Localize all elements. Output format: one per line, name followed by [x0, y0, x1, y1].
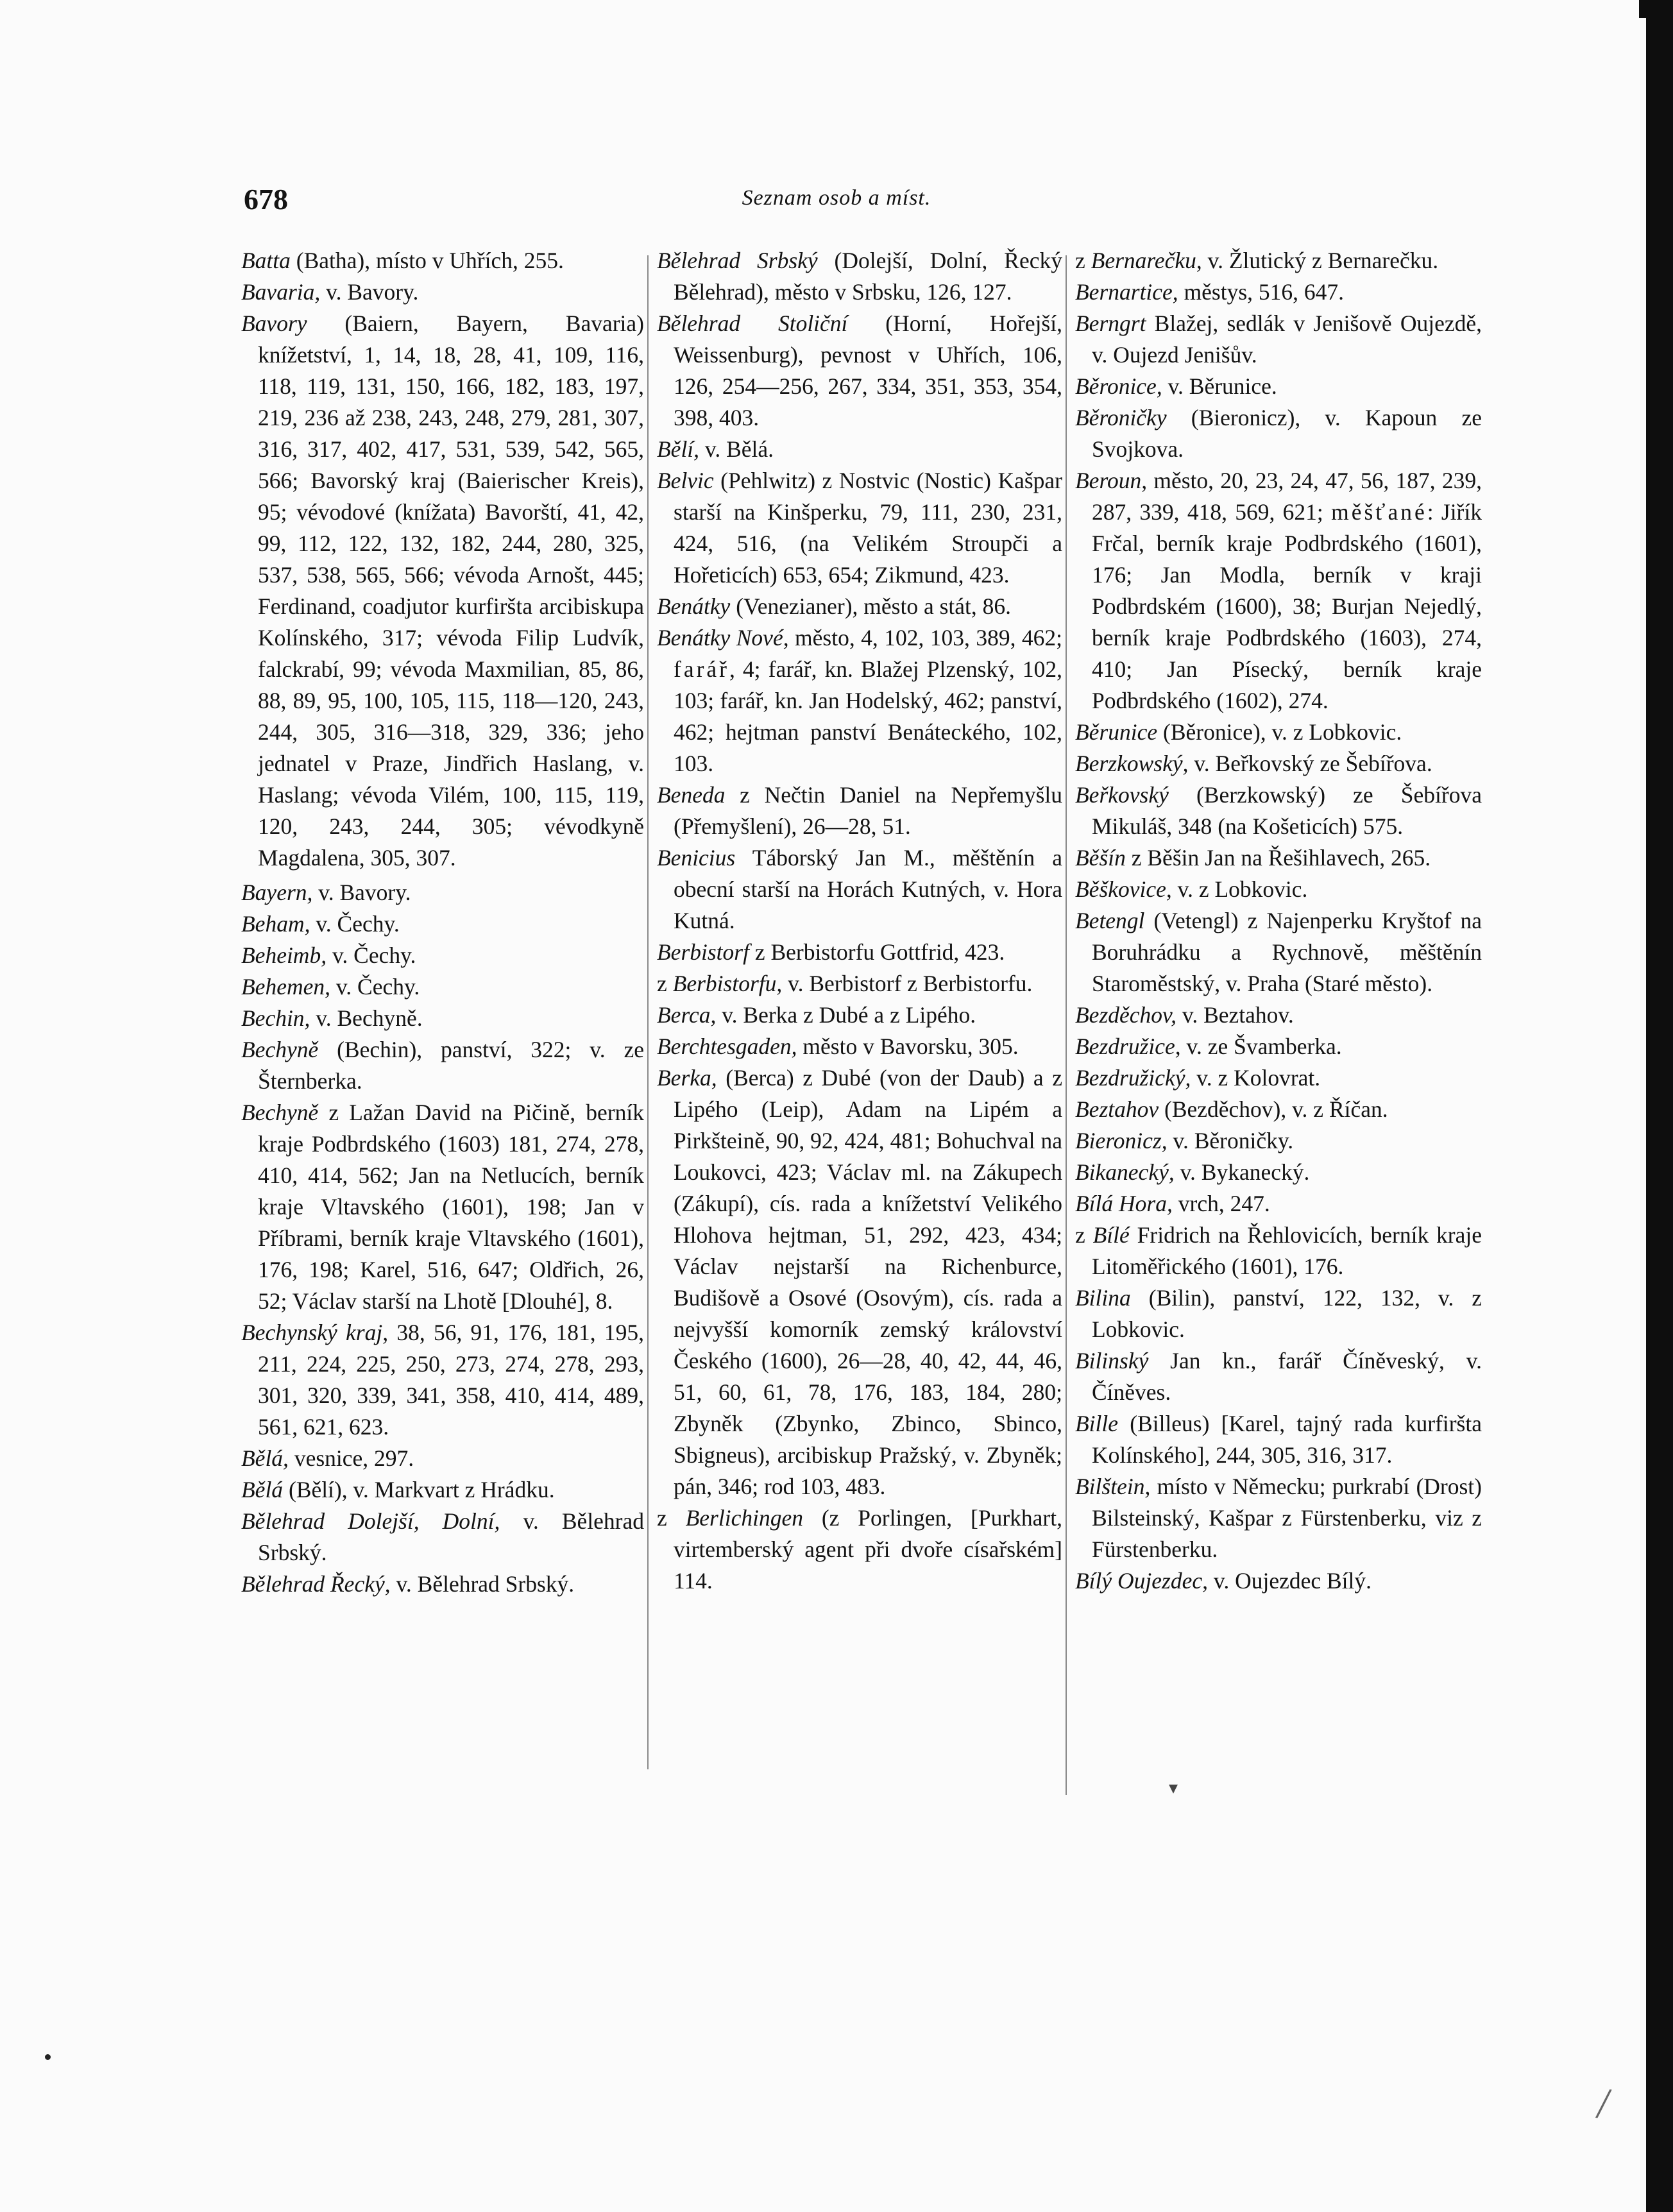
entry-text: v. Bělehrad Srbský. — [258, 1508, 644, 1565]
entry-text: z Běšin Jan na Řešihlavech, 265. — [1125, 845, 1431, 871]
index-entry — [241, 908, 644, 940]
index-entry — [241, 308, 644, 874]
entry-headword: Bavory — [241, 311, 307, 336]
index-entry — [657, 1062, 1062, 1502]
index-entry — [657, 465, 1062, 591]
index-entry — [657, 245, 1062, 308]
scan-speck: ▾ — [1169, 1778, 1178, 1798]
entry-prefix: z — [657, 1505, 686, 1531]
entry-text: v. Beztahov. — [1176, 1002, 1294, 1028]
entry-headword: Bilina — [1075, 1285, 1131, 1311]
index-entry — [241, 276, 644, 308]
index-entry — [1075, 1062, 1482, 1094]
entry-headword: Běškovice, — [1075, 876, 1172, 902]
entry-text: Jan kn., farář Číněveský, v. Číněves. — [1092, 1348, 1482, 1405]
index-entry — [241, 940, 644, 971]
entry-headword: Betengl — [1075, 908, 1145, 933]
entry-text: vrch, 247. — [1172, 1191, 1270, 1216]
index-entry — [1075, 1125, 1482, 1157]
index-entry — [1075, 1471, 1482, 1565]
entry-text: v. Bechyně. — [310, 1005, 423, 1031]
index-entry — [241, 245, 644, 276]
entry-headword: Běrunice — [1075, 719, 1158, 745]
index-entry — [241, 1003, 644, 1034]
entry-text: (Baiern, Bayern, Bavaria) knížetství, 1, 14, 18, 28, 41, 109, 116, 118, 119, 131, 150, 166, 182, 183, 197, 219, 236 až 238, 243, 248, 279, 281, 307, 316, 317, 402, 417, 531, 539, 542, 565, 566; Bavorský kraj (Baierischer Kreis), 95; vévodové (knížata) Bavorští, 41, 42, 99, 112, 122, 132, 182, 244, 280, 325, 537, 538, 565, 566; vévoda Arnošt, 445; Ferdinand, coadjutor kurfiršta arcibiskupa Kolínského, 317; vévoda Filip Ludvík, falckrabí, 99; vévoda Maxmilian, 85, 86, 88, 89, 95, 100, 105, 115, 118—120, 243, 244, 305, 316—318, 329, 336; jeho jednatel v Praze, Jindřich Haslang, v. Haslang; vévoda Vilém, 100, 115, 119, 120, 243, 244, 305; vévodkyně Magdalena, 305, 307. — [258, 311, 644, 871]
entry-text: v. Beřkovský ze Šebířova. — [1188, 751, 1432, 776]
entry-headword: Berbistorf — [657, 939, 749, 965]
index-entry — [1075, 308, 1482, 371]
entry-headword: Bechynský kraj, — [241, 1320, 389, 1345]
entry-headword: Beztahov — [1075, 1096, 1159, 1122]
entry-text: město v Bavorsku, 305. — [797, 1034, 1019, 1059]
entry-headword: Bavaria, — [241, 279, 321, 305]
index-entry — [657, 1031, 1062, 1062]
entry-headword: Bílý Oujezdec, — [1075, 1568, 1209, 1594]
index-entry — [657, 1000, 1062, 1031]
entry-text: (Dolejší, Dolní, Řecký Bělehrad), město v Srbsku, 126, 127. — [674, 248, 1062, 305]
entry-headword: Bille — [1075, 1411, 1119, 1436]
index-entry — [1075, 1031, 1482, 1062]
index-entry — [1075, 1282, 1482, 1345]
entry-spaced-term: měšťané — [1331, 499, 1427, 525]
entry-headword: Berca, — [657, 1002, 717, 1028]
entry-headword: Beneda — [657, 782, 726, 808]
entry-headword: Běroničky — [1075, 405, 1167, 430]
entry-text: Blažej, sedlák v Jenišově Oujezdě, v. Oujezd Jenišův. — [1092, 311, 1482, 368]
entry-headword: Bilštein, — [1075, 1474, 1151, 1499]
entry-text: (Horní, Hořejší, Weissenburg), pevnost v Uhřích, 106, 126, 254—256, 267, 334, 351, 353, 354, 398, 403. — [674, 311, 1062, 430]
entry-text: (Bělí), v. Markvart z Hrádku. — [283, 1477, 555, 1502]
entry-text: Fridrich na Řehlovicích, berník kraje Litoměřického (1601), 176. — [1092, 1222, 1482, 1279]
entry-text: 38, 56, 91, 176, 181, 195, 211, 224, 225, 250, 273, 274, 278, 293, 301, 320, 339, 341, 358, 410, 414, 489, 561, 621, 623. — [258, 1320, 645, 1440]
entry-text: z Nečtin Daniel na Nepřemyšlu (Přemyšlení), 26—28, 51. — [674, 782, 1062, 839]
entry-text: (Venezianer), město a stát, 86. — [730, 593, 1011, 619]
column-rule-right — [1066, 255, 1067, 1795]
entry-headword: Bezděchov, — [1075, 1002, 1177, 1028]
index-entry — [241, 1443, 644, 1474]
index-entry — [1075, 1000, 1482, 1031]
scan-edge-right — [1646, 0, 1673, 2212]
entry-headword: Bílé — [1092, 1222, 1130, 1248]
entry-text: Táborský Jan M., měštěnín a obecní starší na Horách Kutných, v. Hora Kutná. — [674, 845, 1062, 933]
entry-headword: Berlichingen — [685, 1505, 803, 1531]
index-entry — [1075, 1094, 1482, 1125]
entry-headword: Bechyně — [241, 1100, 319, 1125]
entry-headword: Bilinský — [1075, 1348, 1149, 1374]
entry-headword: Benátky Nové, — [657, 625, 789, 651]
entry-text: v. Bělehrad Srbský. — [390, 1571, 575, 1597]
entry-headword: Berka, — [657, 1065, 717, 1091]
entry-text: město, 20, 23, 24, 47, 56, 187, 239, 287, 339, 418, 569, 621; — [1092, 468, 1482, 525]
entry-text: v. Berbistorf z Berbistorfu. — [782, 971, 1033, 996]
entry-headword: Beheimb, — [241, 942, 327, 968]
index-entry — [1075, 842, 1482, 874]
index-entry — [1075, 276, 1482, 308]
entry-text: město, 4, 102, 103, 389, 462; — [788, 625, 1062, 651]
entry-text: místo v Německu; purkrabí (Drost) Bilsteinský, Kašpar z Fürstenberku, viz z Fürstenberku. — [1092, 1474, 1482, 1562]
entry-text: z Lažan David na Pičině, berník kraje Podbrdského (1603) 181, 274, 278, 410, 414, 562; Jan na Netlucích, berník kraje Vltavského (1601), 198; Jan v Příbrami, berník kraje Vltavského (1601), 176, 198; Karel, 516, 647; Oldřich, 26, 52; Václav starší na Lhotě [Dlouhé], 8. — [258, 1100, 644, 1314]
entry-text: vesnice, 297. — [288, 1445, 414, 1471]
index-entry — [241, 1474, 644, 1506]
running-title: Seznam osob a míst. — [742, 186, 931, 210]
entry-headword: Berbistorfu, — [672, 971, 783, 996]
entry-text: (Berzkowský) ze Šebířova Mikuláš, 348 (na Košeticích) 575. — [1092, 782, 1482, 839]
entry-text: v. z Kolovrat. — [1191, 1065, 1321, 1091]
entry-headword: Bělá, — [241, 1445, 289, 1471]
index-entry — [657, 308, 1062, 434]
entry-text: v. Čechy. — [310, 911, 400, 937]
page-number: 678 — [244, 183, 288, 216]
entry-text: z Berbistorfu Gottfrid, 423. — [749, 939, 1005, 965]
index-entry — [1075, 402, 1482, 465]
index-entry — [657, 937, 1062, 968]
scan-dust-dot — [45, 2054, 51, 2060]
entry-headword: Běšín — [1075, 845, 1126, 871]
entry-headword: Bělehrad Řecký, — [241, 1571, 391, 1597]
entry-headword: Bílá Hora, — [1075, 1191, 1173, 1216]
index-entry — [241, 971, 644, 1003]
entry-prefix: z — [1075, 1222, 1093, 1248]
index-entry — [1075, 748, 1482, 779]
entry-text: v. Bykanecký. — [1174, 1159, 1310, 1185]
index-entry — [657, 1502, 1062, 1597]
entry-headword: Beham, — [241, 911, 310, 937]
entry-spaced-term: farář — [674, 656, 729, 682]
entry-text: (Bechin), panství, 322; v. ze Šternberka. — [258, 1037, 644, 1094]
index-entry — [1075, 874, 1482, 905]
entry-headword: Beroun, — [1075, 468, 1148, 493]
entry-headword: Bayern, — [241, 880, 313, 905]
entry-text: (Běronice), v. z Lobkovic. — [1157, 719, 1402, 745]
index-entry — [657, 434, 1062, 465]
entry-text: (Bieronicz), v. Kapoun ze Svojkova. — [1092, 405, 1482, 462]
entry-headword: Belvic — [657, 468, 714, 493]
index-column-middle — [657, 245, 1062, 1597]
entry-headword: Benicius — [657, 845, 736, 871]
entry-headword: Bělí, — [657, 436, 700, 462]
index-entry — [241, 1317, 645, 1443]
entry-headword: Bělehrad Dolejší, Dolní, — [241, 1508, 500, 1534]
index-entry — [657, 622, 1062, 779]
entry-text: v. Bělá. — [699, 436, 774, 462]
entry-headword: Berchtesgaden, — [657, 1034, 797, 1059]
index-entry — [657, 779, 1062, 842]
entry-text: (Berca) z Dubé (von der Daub) a z Lipého (Leip), Adam na Lipém a Pirkšteině, 90, 92, 424, 481; Bohuchval na Loukovci, 423; Václav ml. na Zákupech (Zákupí), cís. rada a knížetství Velikého Hlohova hejtman, 51, 292, 423, 434; Václav nejstarší na Richenburce, Budišově a Osové (Osovým), cís. rada a nejvyšší komorník zemský království Českého (1600), 26—28, 40, 42, 44, 46, 51, 60, 61, 78, 176, 183, 184, 280; Zbyněk (Zbynko, Zbinco, Sbinco, Sbigneus), arcibiskup Pražský, v. Zbyněk; pán, 346; rod 103, 483. — [674, 1065, 1062, 1499]
entry-headword: Batta — [241, 248, 291, 273]
entry-text: městys, 516, 647. — [1178, 279, 1345, 305]
entry-text: v. Oujezdec Bílý. — [1208, 1568, 1372, 1594]
entry-headword: Bernartice, — [1075, 279, 1178, 305]
entry-text: (Bilin), panství, 122, 132, v. z Lobkovic. — [1092, 1285, 1482, 1342]
index-entry — [241, 1569, 644, 1600]
entry-headword: Behemen, — [241, 974, 330, 1000]
entry-text: (z Porlingen, [Purkhart, virtemberský agent při dvoře císařském] 114. — [674, 1505, 1062, 1594]
index-entry — [1075, 465, 1482, 717]
entry-text: v. Čechy. — [330, 974, 420, 1000]
index-entry — [1075, 371, 1482, 402]
entry-text: (Billeus) [Karel, tajný rada kurfiršta Kolínského], 244, 305, 316, 317. — [1092, 1411, 1482, 1468]
index-entry — [241, 1034, 644, 1097]
entry-text: (Pehlwitz) z Nostvic (Nostic) Kašpar starší na Kinšperku, 79, 111, 230, 231, 424, 516, (na Velikém Stroupči a Hořeticích) 653, 654; Zikmund, 423. — [674, 468, 1062, 588]
index-entry — [1075, 1157, 1482, 1188]
index-entry — [1075, 717, 1482, 748]
index-entry — [1075, 1220, 1482, 1282]
entry-headword: Bikanecký, — [1075, 1159, 1175, 1185]
entry-text-continued: , 4; farář, kn. Blažej Plzenský, 102, 103; farář, kn. Jan Hodelský, 462; panství, 462; hejtman panství Benáteckého, 102, 103. — [674, 656, 1062, 776]
entry-text: (Batha), místo v Uhřích, 255. — [290, 248, 564, 273]
entry-headword: Bezdružický, — [1075, 1065, 1191, 1091]
entry-headword: Benátky — [657, 593, 731, 619]
column-rule-left — [647, 255, 649, 1769]
entry-text: v. z Lobkovic. — [1171, 876, 1308, 902]
entry-text: (Vetengl) z Najenperku Kryštof na Boruhrádku a Rychnově, měštěnín Staroměstský, v. Praha (Staré město). — [1092, 908, 1482, 996]
index-entry — [657, 591, 1062, 622]
index-entry — [241, 1097, 644, 1317]
index-entry — [1075, 245, 1482, 276]
scan-pencil-mark: / — [1593, 2079, 1613, 2129]
index-column-right — [1075, 245, 1482, 1597]
entry-text: v. Berka z Dubé a z Lipého. — [716, 1002, 976, 1028]
index-entry — [1075, 1345, 1482, 1408]
entry-text: v. Běrunice. — [1162, 373, 1277, 399]
index-entry — [657, 968, 1062, 1000]
entry-text: v. Běroničky. — [1167, 1128, 1294, 1153]
index-entry — [241, 877, 644, 908]
entry-headword: Bezdružice, — [1075, 1034, 1181, 1059]
index-entry — [657, 842, 1062, 937]
entry-text-continued: : Jiřík Frčal, berník kraje Podbrdského (1601), 176; Jan Modla, berník v kraji Podbrdském (1600), 38; Burjan Nejedlý, berník kraje Podbrdského (1603), 274, 410; Jan Písecký, berník kraje Podbrdského (1602), 274. — [1092, 499, 1482, 713]
entry-prefix: z — [1075, 248, 1091, 273]
index-entry — [1075, 905, 1482, 1000]
entry-text: v. ze Švamberka. — [1180, 1034, 1342, 1059]
index-entry — [1075, 1408, 1482, 1471]
entry-text: (Bezděchov), v. z Říčan. — [1159, 1096, 1388, 1122]
entry-headword: Bieronicz, — [1075, 1128, 1168, 1153]
index-entry — [1075, 1188, 1482, 1220]
entry-headword: Bechyně — [241, 1037, 319, 1062]
scan-edge-top — [1639, 0, 1673, 18]
entry-headword: Bechin, — [241, 1005, 310, 1031]
entry-prefix: z — [657, 971, 673, 996]
entry-headword: Bělehrad Srbský — [657, 248, 818, 273]
index-entry — [1075, 779, 1482, 842]
entry-text: v. Čechy. — [327, 942, 416, 968]
index-entry — [241, 1506, 644, 1569]
index-entry — [1075, 1565, 1482, 1597]
entry-headword: Berzkowský, — [1075, 751, 1189, 776]
entry-text: v. Bavory. — [320, 279, 419, 305]
entry-headword: Bělehrad Stoliční — [657, 311, 848, 336]
entry-headword: Berngrt — [1075, 311, 1146, 336]
page-header — [0, 174, 1673, 232]
index-column-left — [241, 245, 644, 1600]
entry-headword: Beřkovský — [1075, 782, 1169, 808]
entry-headword: Bernarečku, — [1091, 248, 1202, 273]
entry-text: v. Žlutický z Bernarečku. — [1202, 248, 1439, 273]
entry-headword: Běronice, — [1075, 373, 1162, 399]
entry-headword: Bělá — [241, 1477, 284, 1502]
entry-text: v. Bavory. — [312, 880, 411, 905]
